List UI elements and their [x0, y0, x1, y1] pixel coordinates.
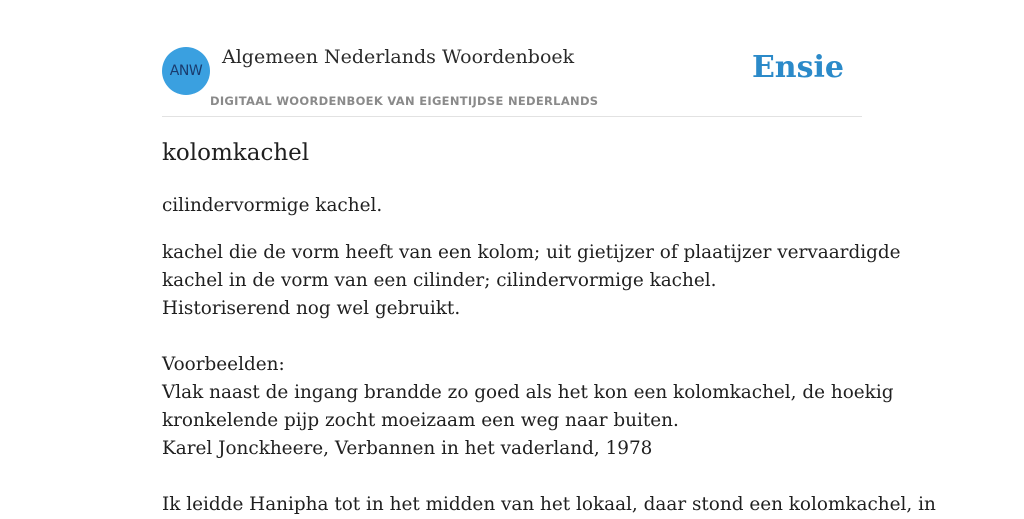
example-source: Karel Jonckheere, Verbannen in het vaderland, 1978	[162, 438, 653, 459]
spacer	[162, 463, 862, 491]
ensie-logo[interactable]: Ensie	[751, 50, 844, 85]
example-line: Ik leidde Hanipha tot in het midden van het lokaal, daar stond een kolomkachel, in	[162, 494, 936, 515]
page	[162, 0, 936, 515]
short-definition: cilindervormige kachel.	[162, 195, 383, 216]
example-line: kronkelende pijp zocht moeizaam een weg naar buiten.	[162, 410, 679, 431]
logo-text: ANW	[169, 63, 203, 79]
entry-term: kolomkachel	[162, 140, 310, 166]
entry-explanation	[162, 239, 936, 519]
source-header	[162, 0, 862, 117]
explanation-line: kachel in de vorm van een cilinder; cilindervormige kachel.	[162, 270, 717, 291]
spacer	[162, 323, 862, 351]
source-subtitle: DIGITAAL WOORDENBOEK VAN EIGENTIJDSE NEDERLANDS	[210, 94, 599, 108]
example-line: Vlak naast de ingang brandde zo goed als het kon een kolomkachel, de hoekig	[162, 382, 894, 403]
source-title-link[interactable]: Algemeen Nederlands Woordenboek	[222, 46, 575, 68]
explanation-line: kachel die de vorm heeft van een kolom; uit gietijzer of plaatijzer vervaardigde	[162, 242, 901, 263]
examples-label: Voorbeelden:	[162, 354, 285, 375]
anw-logo[interactable]	[162, 47, 210, 95]
explanation-line: Historiserend nog wel gebruikt.	[162, 298, 461, 319]
